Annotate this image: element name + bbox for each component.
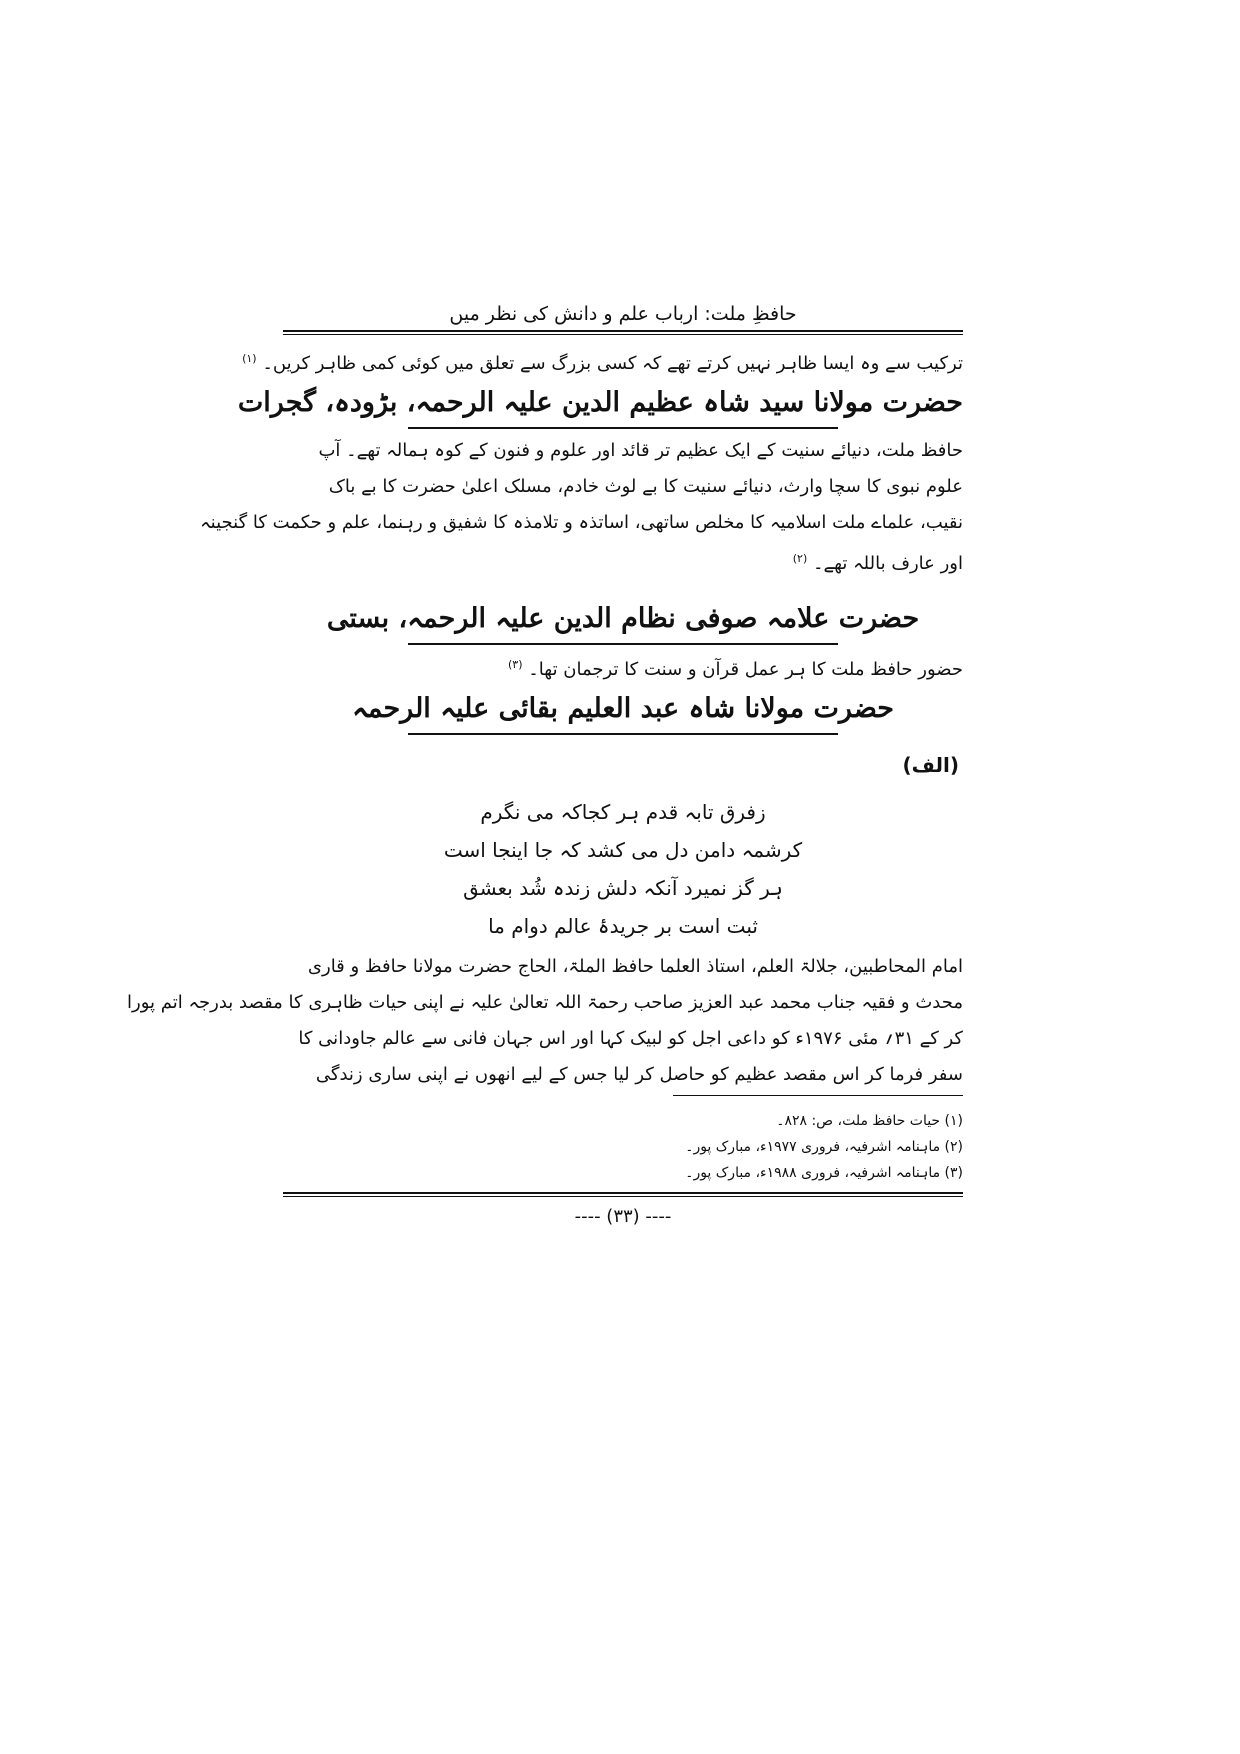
footnote-item: (۳) ماہنامہ اشرفیہ، فروری ۱۹۸۸ء، مبارک پور۔	[685, 1165, 963, 1181]
paragraph-line: نقیب، علماے ملت اسلامیہ کا مخلص ساتھی، اساتذہ و تلامذہ کا شفیق و رہنما، علم و حکمت کا گنجینہ	[200, 512, 963, 533]
poem-verse: کرشمہ دامن دل می کشد کہ جا اینجا است	[443, 838, 803, 862]
running-title: حافظِ ملت: ارباب علم و دانش کی نظر میں	[449, 303, 797, 325]
footnotes	[283, 1108, 963, 1186]
book-page	[127, 300, 963, 1233]
section3-paragraph	[127, 949, 963, 1093]
section2-heading-rule	[408, 643, 838, 645]
footnote-item: (۱) حیات حافظ ملت، ص: ۸۲۸۔	[776, 1113, 963, 1129]
footnote-ref-1: (۱)	[242, 352, 257, 365]
paragraph-line-text: اور عارف باللہ تھے۔	[812, 553, 963, 574]
footer-rule	[283, 1192, 963, 1197]
paragraph-line	[283, 541, 963, 577]
intro-text: ترکیب سے وہ ایسا ظاہر نہیں کرتے تھے کہ کسی بزرگ سے تعلق میں کوئی کمی ظاہر کریں۔	[262, 353, 963, 374]
section1-paragraph	[200, 433, 963, 577]
paragraph-line: علوم نبوی کا سچا وارث، دنیائے سنیت کا بے لوث خادم، مسلک اعلیٰ حضرت کا بے باک	[328, 476, 963, 497]
section3-heading: حضرت مولانا شاہ عبد العلیم بقائی علیہ الرحمہ	[352, 693, 894, 724]
persian-poem	[283, 793, 963, 945]
section3-label: (الف)	[902, 753, 959, 777]
poem-verse: زفرق تابہ قدم ہر کجاکہ می نگرم	[480, 800, 766, 824]
section1-heading-rule	[408, 427, 838, 429]
paragraph-line: حافظ ملت، دنیائے سنیت کے ایک عظیم تر قائد اور علوم و فنون کے کوہ ہمالہ تھے۔ آپ	[318, 440, 963, 461]
paragraph-line: کر کے ۳۱؍ مئی ۱۹۷۶ء کو داعی اجل کو لبیک کہا اور اس جہان فانی سے عالم جاودانی کا	[298, 1028, 963, 1049]
footnote-ref-2: (۲)	[792, 552, 808, 565]
header-rule	[283, 330, 963, 335]
paragraph-line: محدث و فقیہ جناب محمد عبد العزیز صاحب رحمۃ اللہ تعالیٰ علیہ نے اپنی حیات ظاہری کا مقصد بدرجہ اتم پورا	[127, 992, 963, 1013]
section3-heading-rule	[408, 733, 838, 735]
footnote-item: (۲) ماہنامہ اشرفیہ، فروری ۱۹۷۷ء، مبارک پور۔	[685, 1139, 963, 1155]
poem-verse: ثبت است بر جریدۂ عالم دوام ما	[488, 914, 758, 938]
section2-heading: حضرت علامہ صوفی نظام الدین علیہ الرحمہ، بستی	[326, 603, 920, 634]
paragraph-line: سفر فرما کر اس مقصد عظیم کو حاصل کر لیا جس کے لیے انھوں نے اپنی ساری زندگی	[315, 1064, 963, 1085]
intro-line	[242, 341, 963, 377]
poem-verse: ہر گز نمیرد آنکہ دلش زندہ شُد بعشق	[463, 876, 783, 900]
paragraph-line: امام المحاطبین، جلالۃ العلم، استاذ العلما حافظ الملۃ، الحاج حضرت مولانا حافظ و قاری	[307, 956, 963, 977]
section1-heading: حضرت مولانا سید شاہ عظیم الدین علیہ الرحمہ، بڑودہ، گجرات	[237, 387, 963, 418]
footnote-ref-3: (۳)	[507, 658, 523, 671]
footnote-separator	[673, 1095, 963, 1096]
section2-text: حضور حافظ ملت کا ہر عمل قرآن و سنت کا ترجمان تھا۔	[528, 659, 963, 680]
section2-line	[283, 647, 963, 683]
page-number: ---- (۳۳) ----	[574, 1206, 672, 1227]
